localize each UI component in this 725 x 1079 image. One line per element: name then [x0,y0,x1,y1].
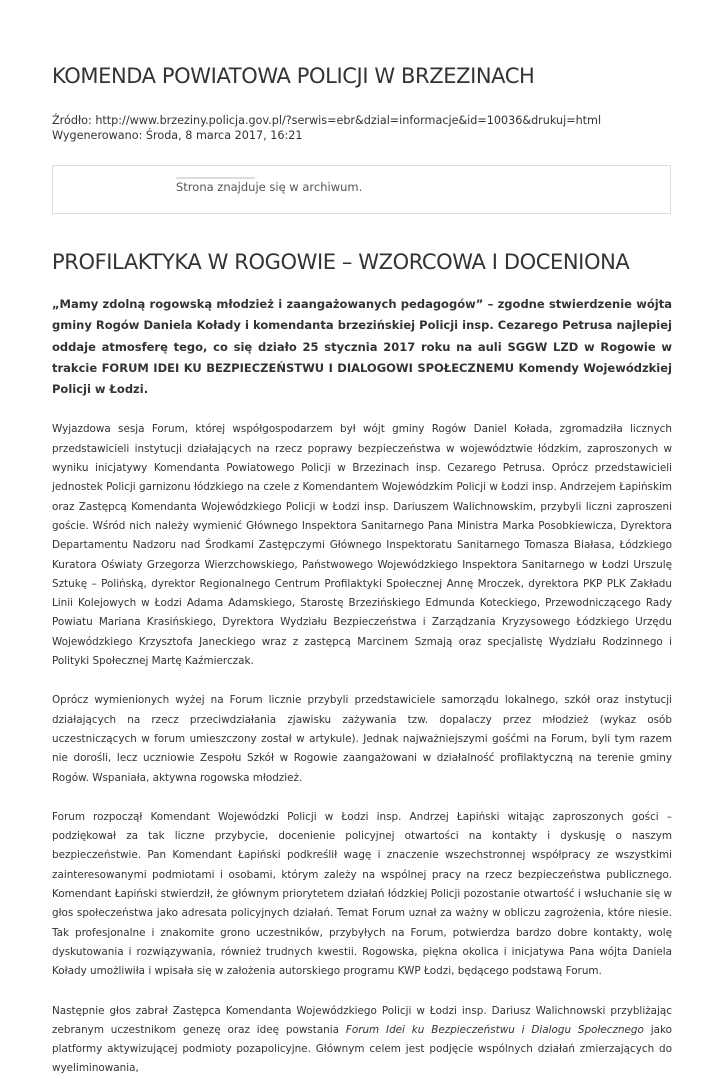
site-title: KOMENDA POWIATOWA POLICJI W BRZEZINACH [52,64,535,88]
article-paragraph: Wyjazdowa sesja Forum, której współgospodarzem był wójt gminy Rogów Daniel Kołada, zgromadziła licznych przedstawicieli instytucji działających na rzecz poprawy bezpieczeństwa w województwie łódzkim, zaproszonych w wyniku inicjatywy Komendanta Powiatowego Policji w Brzezinach insp. Cezarego Petrusa. Oprócz przedstawicieli jednostek Policji garnizonu łódzkiego na czele z Komendantem Wojewódzkim Policji w Łodzi insp. Andrzejem Łapińskim oraz Zastępcą Komendanta Wojewódzkiego Policji w Łodzi insp. Dariuszem Walichnowskim, przybyli liczni zaproszeni goście. Wśród nich należy wymienić Głównego Inspektora Sanitarnego Pana Ministra Marka Posobkiewicza, Dyrektora Departamentu Nadzoru nad Środkami Zastępczymi Głównego Inspektoratu Sanitarnego Tomasza Białasa, Łódzkiego Kuratora Oświaty Grzegorza Wierzchowskiego, Państwowego Wojewódzkiego Inspektora Sanitarnego w Łodzi Urszulę Sztukę – Polińską, dyrektor Regionalnego Centrum Profilaktyki Społecznej Annę Mroczek, dyrektora PKP PLK Zakładu Linii Kolejowych w Łodzi Adama Adamskiego, Starostę Brzezińskiego Edmunda Koteckiego, Przewodniczącego Rady Powiatu Mariana Krasińskiego, Dyrektora Wydziału Bezpieczeństwa i Zarządzania Kryzysowego Łódzkiego Urzędu Wojewódzkiego Krzysztofa Janeckiego wraz z zastępcą Marcinem Szmają oraz specjalistę Wydziału Rodzinnego i Polityki Społecznej Martę Kaźmierczak. [52,423,672,668]
paragraph-text: jako platformy aktywizującej podmioty pozapolicyjne. Głównym celem jest podjęcie wspólnych działań zmierzających do wyeliminowania, [52,1023,672,1075]
article-paragraph: Oprócz wymienionych wyżej na Forum licznie przybyli przedstawiciele samorządu lokalnego, szkół oraz instytucji działających na rzecz przeciwdziałania zjawisku zażywania tzw. dopalaczy przez młodzież (wykaz osób uczestniczących w forum umieszczony został w artykule). Jednak najważniejszymi gośćmi na Forum, byli tym razem nie dorośli, lecz uczniowie Zespołu Szkół w Rogowie zaangażowani w działalność profilaktyczną na terenie gminy Rogów. Wspaniała, aktywna rogowska młodzież. [52,694,672,784]
archive-notice [52,165,671,214]
archive-notice-divider [176,177,255,179]
article-title: PROFILAKTYKA W ROGOWIE – WZORCOWA I DOCENIONA [52,250,630,274]
archive-notice-text: Strona znajduje się w archiwum. [176,180,363,194]
generated-line: Wygenerowano: Środa, 8 marca 2017, 16:21 [52,129,303,142]
article-paragraph-last [52,1002,672,1079]
forum-name-italic: Forum Idei ku Bezpieczeństwu i Dialogu Społecznego [345,1023,644,1036]
paragraph-text: Następnie głos zabrał Zastępca Komendanta Wojewódzkiego Policji w Łodzi insp. Dariusz Walichnowski przybliżając zebranym uczestnikom genezę oraz ideę powstania [52,1004,672,1036]
article-body [52,294,672,1079]
source-line: Źródło: http://www.brzeziny.policja.gov.pl/?serwis=ebr&dzial=informacje&id=10036&drukuj=html [52,114,602,127]
print-metadata [52,113,601,143]
article-lead: „Mamy zdolną rogowską młodzież i zaangażowanych pedagogów” – zgodne stwierdzenie wójta gminy Rogów Daniela Kołady i komendanta brzezińskiej Policji insp. Cezarego Petrusa najlepiej oddaje atmosferę tego, co się działo 25 stycznia 2017 roku na auli SGGW LZD w Rogowie w trakcie FORUM IDEI KU BEZPIECZEŃSTWU I DIALOGOWI SPOŁECZNEMU Komendy Wojewódzkiej Policji w Łodzi. [52,297,672,397]
article-paragraph: Forum rozpoczął Komendant Wojewódzki Policji w Łodzi insp. Andrzej Łapiński witając zaproszonych gości – podziękował za tak liczne przybycie, docenienie policyjnej otwartości na kontakty i dyskusję o naszym bezpieczeństwie. Pan Komendant Łapiński podkreślił wagę i znaczenie wszechstronnej współpracy ze wszystkimi zainteresowanymi podmiotami i osobami, którym zależy na wspólnej pracy na rzecz bezpieczeństwa publicznego. Komendant Łapiński stwierdził, że głównym priorytetem działań łódzkiej Policji pozostanie otwartość i wsłuchanie się w głos społeczeństwa jako adresata policyjnych działań. Temat Forum uznał za ważny w obliczu zagrożenia, które niesie. Tak profesjonalne i znakomite grono uczestników, przybyłych na Forum, potwierdza bardzo dobre kontakty, wolę dyskutowania i rozwiązywania, również trudnych kwestii. Rogowska, piękna okolica i inicjatywa Pana wójta Daniela Kołady umożliwiła i wpisała się w założenia autorskiego programu KWP Łodzi, będącego podstawą Forum. [52,810,672,978]
